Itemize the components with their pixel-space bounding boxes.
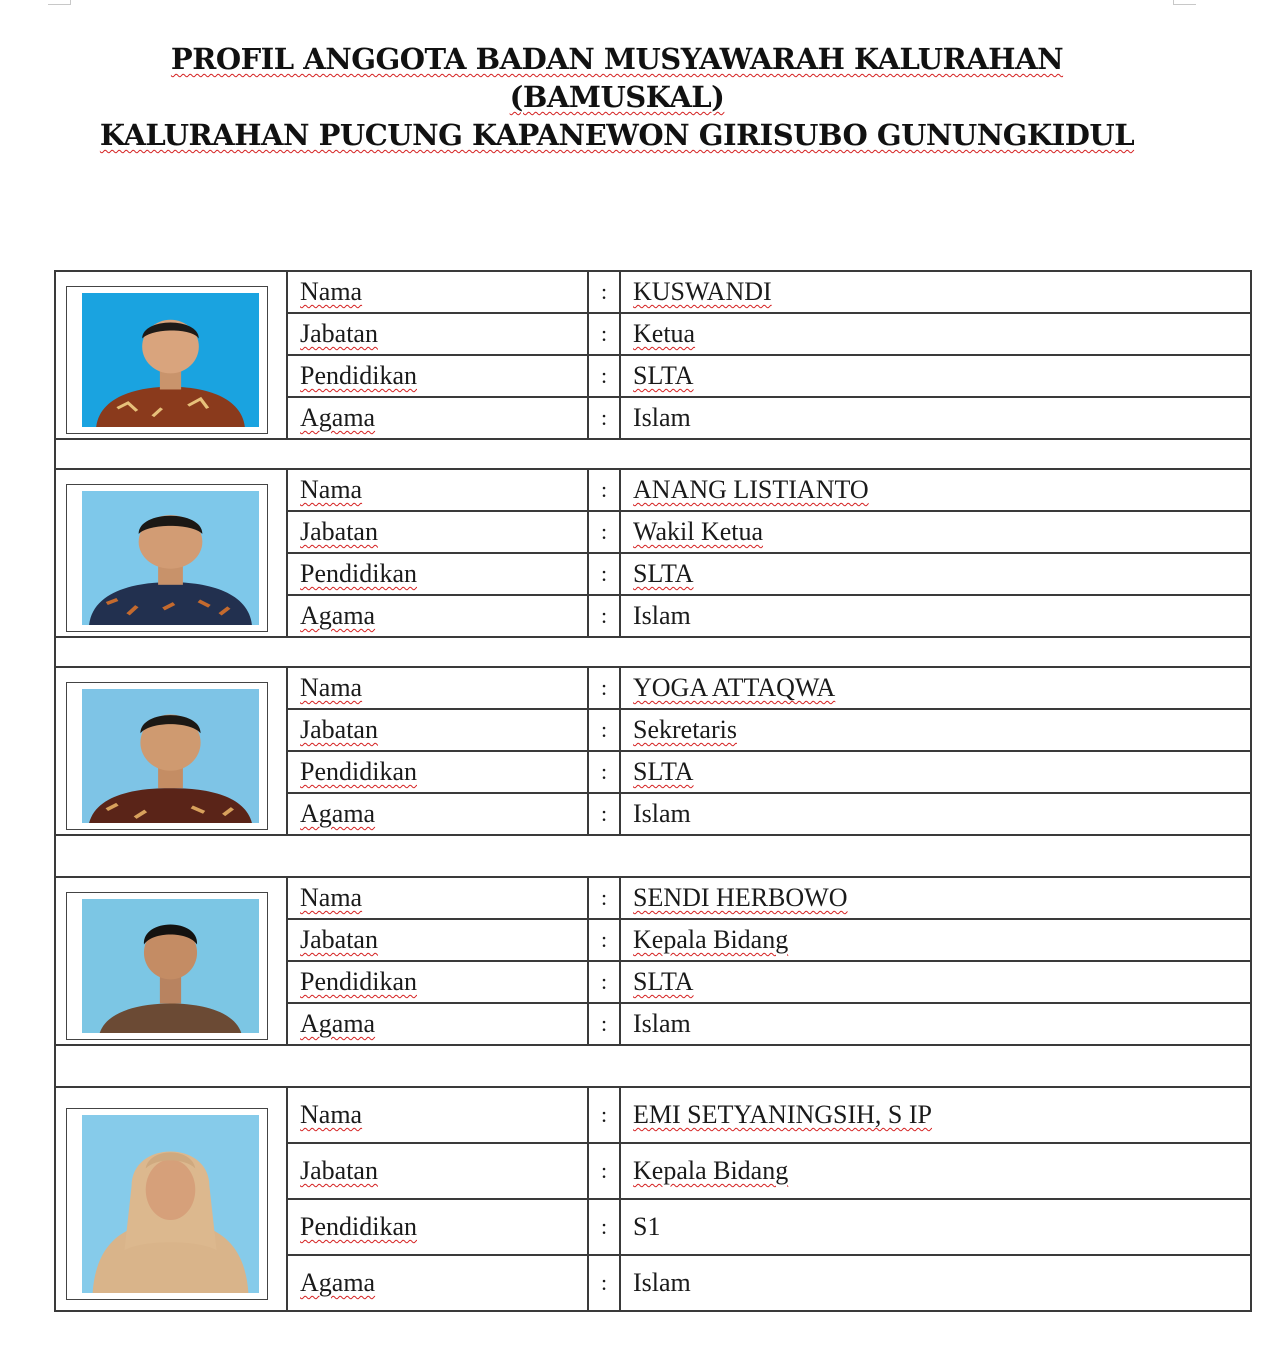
member-photo [82,689,259,823]
member-religion: Islam [633,403,691,432]
member-photo [82,491,259,625]
colon: : [588,1003,620,1045]
member-education: SLTA [633,967,694,996]
label-pendidikan: Pendidikan [300,559,417,588]
member-education: S1 [633,1212,661,1241]
label-jabatan: Jabatan [300,517,378,546]
colon: : [588,271,620,313]
page-corner-mark-right [1173,0,1196,5]
member-name: YOGA ATTAQWA [633,673,836,702]
label-agama: Agama [300,601,376,630]
colon: : [588,667,620,709]
photo-cell [55,1087,287,1311]
title-line-1: PROFIL ANGGOTA BADAN MUSYAWARAH KALURAHAN [170,42,1064,76]
spacer-row [55,637,1251,667]
member-education: SLTA [633,361,694,390]
photo-frame [66,892,268,1040]
label-nama: Nama [300,277,363,306]
colon: : [588,961,620,1003]
member-religion: Islam [633,1268,691,1297]
label-jabatan: Jabatan [300,715,378,744]
label-pendidikan: Pendidikan [300,361,417,390]
colon: : [588,511,620,553]
colon: : [588,793,620,835]
document-title [60,40,1174,154]
member-education: SLTA [633,757,694,786]
photo-frame [66,286,268,434]
member-position: Sekretaris [633,715,737,744]
label-nama: Nama [300,883,363,912]
page-corner-mark-left [48,0,71,5]
label-nama: Nama [300,475,363,504]
label-agama: Agama [300,1009,376,1038]
colon: : [588,1199,620,1255]
label-nama: Nama [300,1100,363,1129]
colon: : [588,877,620,919]
photo-frame [66,1108,268,1300]
spacer-row [55,439,1251,469]
table-row [55,271,1251,313]
member-religion: Islam [633,601,691,630]
spacer-row [55,1045,1251,1087]
colon: : [588,1087,620,1143]
member-name: SENDI HERBOWO [633,883,848,912]
photo-frame [66,484,268,632]
colon: : [588,1143,620,1199]
table-row [55,469,1251,511]
label-agama: Agama [300,1268,376,1297]
colon: : [588,1255,620,1311]
member-profile-table [54,270,1252,1312]
colon: : [588,751,620,793]
member-name: KUSWANDI [633,277,772,306]
photo-cell [55,469,287,637]
label-pendidikan: Pendidikan [300,757,417,786]
member-religion: Islam [633,799,691,828]
member-religion: Islam [633,1009,691,1038]
colon: : [588,595,620,637]
colon: : [588,469,620,511]
member-education: SLTA [633,559,694,588]
title-line-2: (BAMUSKAL) [509,80,725,114]
label-jabatan: Jabatan [300,319,378,348]
member-photo [82,899,259,1033]
title-line-3: KALURAHAN PUCUNG KAPANEWON GIRISUBO GUNUNGKIDUL [99,118,1135,152]
member-photo [82,1115,259,1293]
label-jabatan: Jabatan [300,925,378,954]
colon: : [588,919,620,961]
colon: : [588,355,620,397]
member-position: Ketua [633,319,696,348]
label-pendidikan: Pendidikan [300,1212,417,1241]
table-row [55,877,1251,919]
label-nama: Nama [300,673,363,702]
colon: : [588,313,620,355]
member-name: EMI SETYANINGSIH, S IP [633,1100,933,1129]
member-position: Kepala Bidang [633,925,789,954]
photo-cell [55,271,287,439]
colon: : [588,553,620,595]
photo-cell [55,877,287,1045]
photo-cell [55,667,287,835]
spacer-row [55,835,1251,877]
table-row [55,667,1251,709]
table-row [55,1087,1251,1143]
photo-frame [66,682,268,830]
label-pendidikan: Pendidikan [300,967,417,996]
label-jabatan: Jabatan [300,1156,378,1185]
member-position: Kepala Bidang [633,1156,789,1185]
colon: : [588,709,620,751]
colon: : [588,397,620,439]
member-name: ANANG LISTIANTO [633,475,869,504]
label-agama: Agama [300,799,376,828]
member-photo [82,293,259,427]
member-position: Wakil Ketua [633,517,764,546]
label-agama: Agama [300,403,376,432]
